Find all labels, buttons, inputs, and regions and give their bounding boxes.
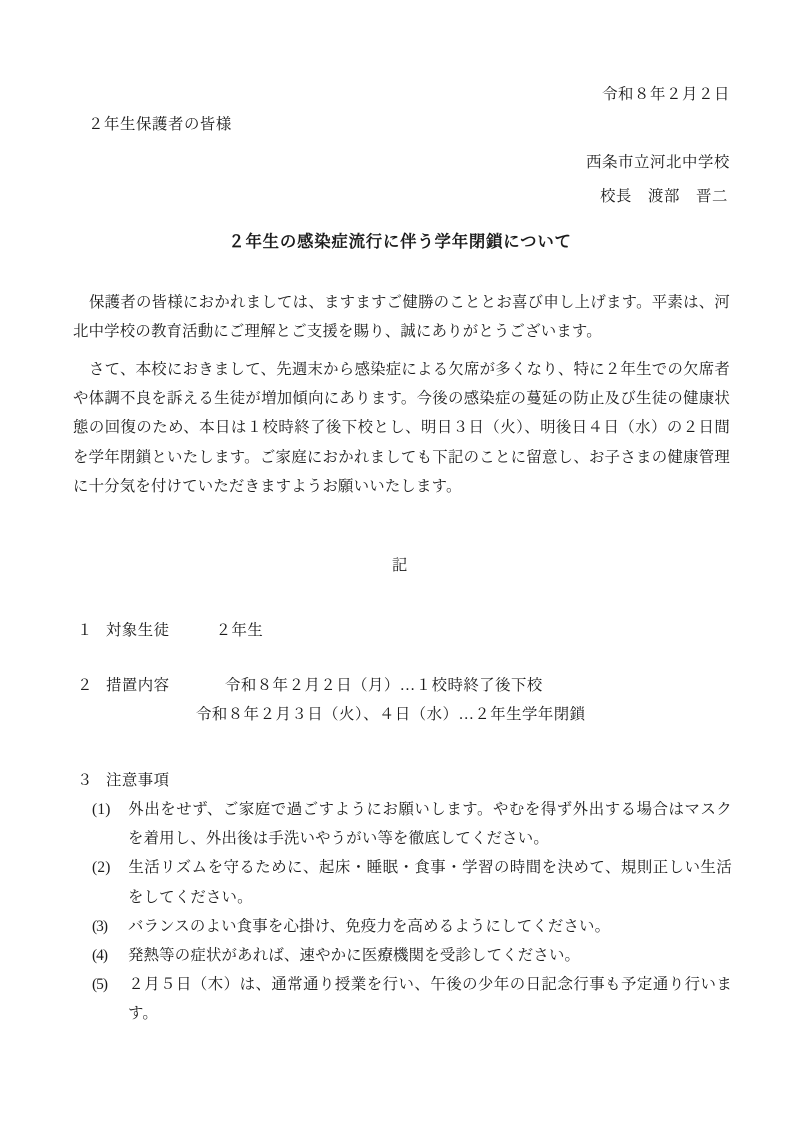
note-item — [92, 795, 732, 853]
note-text: バランスのよい食事を心掛け、免疫力を高めるようにしてください。 — [128, 917, 611, 935]
note-item — [92, 941, 732, 970]
item-value: ２年生 — [215, 622, 264, 639]
note-marker: (2) — [92, 859, 111, 877]
note-item — [92, 853, 732, 911]
notes-list — [92, 795, 732, 1029]
note-marker: (5) — [92, 976, 107, 994]
list-item-2 — [77, 671, 543, 700]
ki-marker: 記 — [392, 557, 408, 574]
sender-block — [73, 146, 730, 214]
item-label: 注意事項 — [106, 772, 170, 789]
note-text: 外出をせず、ご家庭で過ごすようにお願いします。やむを得ず外出する場合はマスクを着用し、外出後は手洗いやうがい等を徹底してください。 — [128, 801, 732, 848]
note-marker: (3) — [92, 917, 107, 935]
paragraph-text: 保護者の皆様におかれましては、ますますご健勝のこととお喜び申し上げます。平素は、河北中学校の教育活動にご理解とご支援を賜り、誠にありがとうございます。 — [73, 294, 730, 341]
body-paragraph-1 — [73, 288, 730, 346]
list-item-3 — [77, 766, 170, 795]
note-text: 発熱等の症状があれば、速やかに医療機関を受診してください。 — [128, 947, 581, 965]
sender-organization: 西条市立河北中学校 — [586, 154, 730, 171]
note-text: 生活リズムを守るために、起床・睡眠・食事・学習の時間を決めて、規則正しい生活をしてください。 — [128, 859, 732, 906]
list-item-2-line2: 令和８年２月３日（火）、４日（水）…２年生学年閉鎖 — [196, 706, 586, 723]
addressee-line: ２年生保護者の皆様 — [88, 116, 232, 133]
item-number: ３ — [77, 772, 93, 789]
item-number: ２ — [77, 677, 93, 694]
item-label: 措置内容 — [106, 677, 170, 694]
body-paragraph-2 — [73, 355, 730, 501]
item-label: 対象生徒 — [106, 622, 170, 639]
note-item — [92, 912, 732, 941]
document-date: 令和８年２月２日 — [602, 86, 730, 103]
note-marker: (4) — [92, 947, 107, 965]
sender-name: 校長 渡部 晋二 — [600, 188, 728, 205]
list-item-1 — [77, 616, 263, 645]
paragraph-text: さて、本校におきまして、先週末から感染症による欠席が多くなり、特に２年生での欠席者や体調不良を訴える生徒が増加傾向にあります。今後の感染症の蔓延の防止及び生徒の健康状態の回復のため、本日は１校時終了後下校とし、明日３日（火）、明後日４日（水）の２日間を学年閉鎖といたします。ご家庭におかれましても下記のことに留意し、お子さまの健康管理に十分気を付けていただきますようお願いいたします。 — [73, 361, 730, 495]
item-value: 令和８年２月２日（月）…１校時終了後下校 — [225, 677, 543, 694]
item-number: １ — [77, 622, 93, 639]
note-text: ２月５日（木）は、通常通り授業を行い、午後の少年の日記念行事も予定通り行います。 — [128, 976, 732, 1023]
note-item — [92, 970, 732, 1028]
note-marker: (1) — [92, 801, 111, 818]
page-title: ２年生の感染症流行に伴う学年閉鎖について — [228, 233, 572, 251]
